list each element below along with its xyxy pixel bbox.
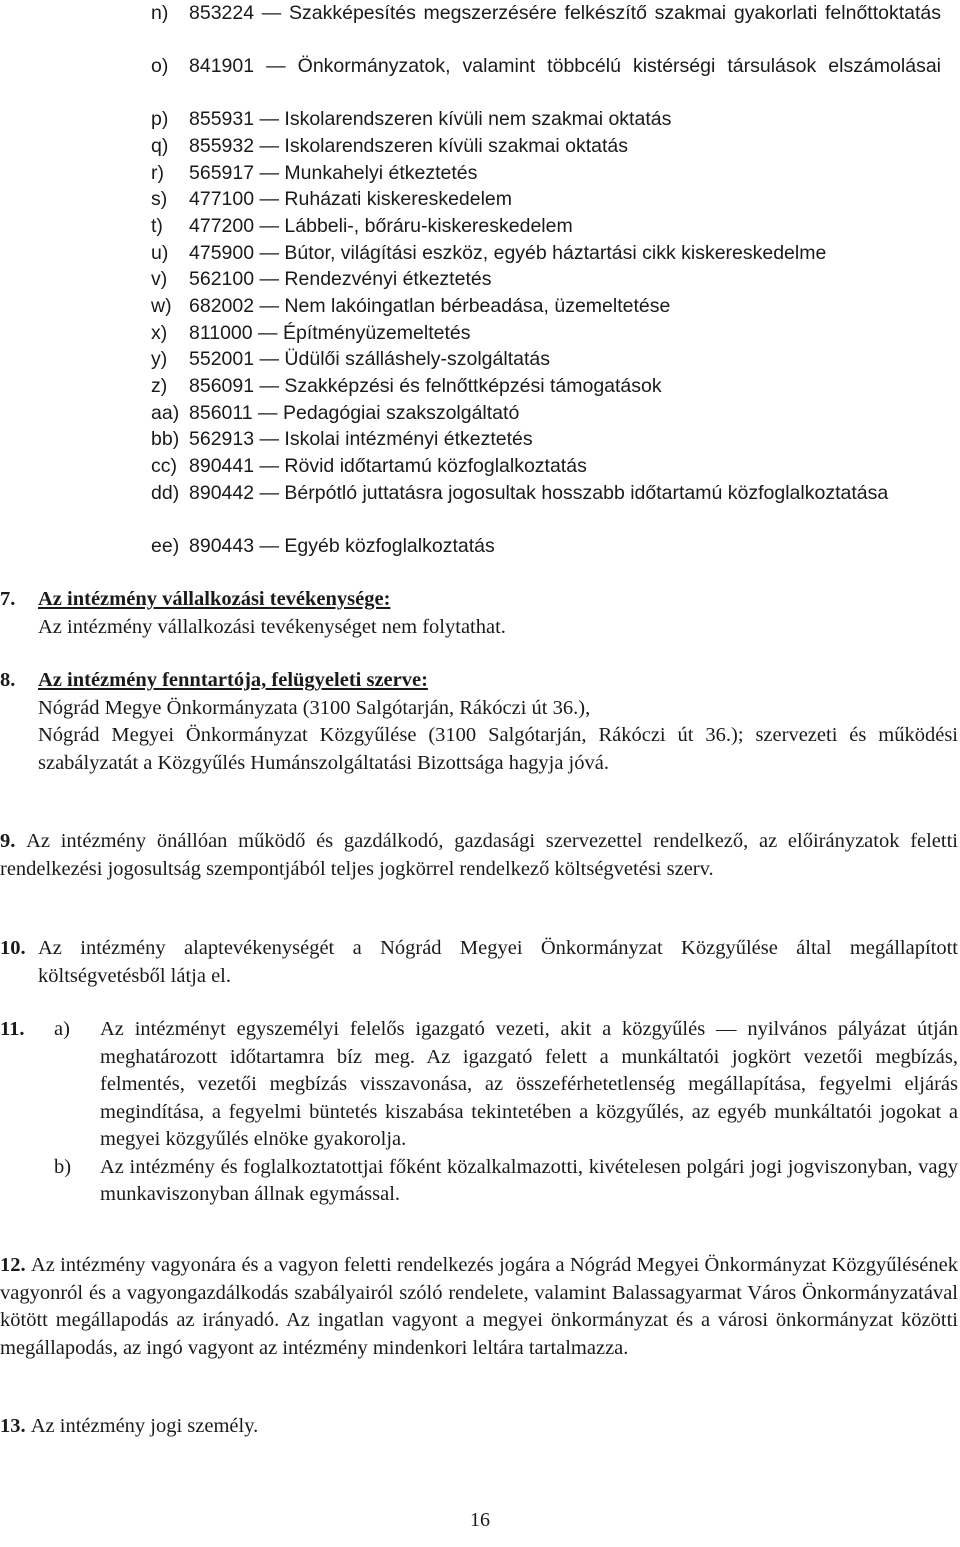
section-text: Nógrád Megye Önkormányzata (3100 Salgótarján, Rákóczi út 36.), — [38, 696, 591, 719]
section-number: 9. — [0, 830, 16, 852]
section-8 — [0, 667, 958, 777]
section-13 — [0, 1413, 958, 1441]
list-item: q) 855932 — Iskolarendszeren kívüli szakmai oktatás — [151, 135, 628, 157]
subsection-label: b) — [54, 1155, 72, 1178]
list-item: o) 841901 — Önkormányzatok, valamint többcélú kistérségi társulások elszámolásai — [151, 55, 941, 77]
list-item: t) 477200 — Lábbeli-, bőráru-kiskereskedelem — [151, 215, 573, 237]
list-item: cc) 890441 — Rövid időtartamú közfoglalkoztatás — [151, 455, 587, 477]
section-9 — [0, 828, 958, 883]
section-text: Nógrád Megyei Önkormányzat Közgyűlése (3100 Salgótarján, Rákóczi út 36.); szervezeti és működési szabályzatát a Közgyűlés Humánszolgáltatási Bizottsága hagyja jóvá. — [38, 724, 958, 774]
subsection-text: Az intézmény és foglalkoztatottjai főként közalkalmazotti, kivételesen polgári jogi jogviszonyban, vagy munkaviszonyban állnak egymással. — [100, 1155, 958, 1205]
section-number: 7. — [0, 588, 16, 610]
section-10 — [0, 935, 958, 990]
subsection-a — [54, 1016, 958, 1154]
list-item: dd) 890442 — Bérpótló juttatásra jogosultak hosszabb időtartamú közfoglalkoztatása — [151, 482, 889, 504]
section-number: 12. — [0, 1254, 26, 1276]
list-item: u) 475900 — Bútor, világítási eszköz, egyéb háztartási cikk kiskereskedelme — [151, 242, 827, 264]
section-text: 12. Az intézmény vagyonára és a vagyon feletti rendelkezés jogára a Nógrád Megyei Önkormányzat Közgyűlésének vagyonról és a vagyongazdálkodás szabályairól szóló rendelete, valamint Balassagyarmat Város Önkormányzatával kötött megállapodás az irányadó. Az ingatlan vagyont a megyei önkormányzat és a városi önkormányzat közötti megállapodás, az ingó vagyont az intézmény mindenkori leltára tartalmazza. — [0, 1254, 958, 1359]
list-item: r) 565917 — Munkahelyi étkeztetés — [151, 162, 478, 184]
subsection-b — [54, 1154, 958, 1209]
section-text: Az intézmény alaptevékenységét a Nógrád Megyei Önkormányzat Közgyűlése által megállapított költségvetésből látja el. — [38, 937, 958, 987]
section-text: 9. Az intézmény önállóan működő és gazdálkodó, gazdasági szervezettel rendelkező, az előirányzatok feletti rendelkezési jogosultság szempontjából teljes jogkörrel rendelkező költségvetési szerv. — [0, 830, 958, 880]
subsection-text: Az intézményt egyszemélyi felelős igazgató vezeti, akit a közgyűlés — nyilvános pályázat útján meghatározott időtartamra bíz meg. Az igazgató felett a munkáltatói jogkört vezetői megbízás, felmentés, vezetői megbízás visszavonása, az összeférhetetlenség megállapítása, fegyelmi eljárás megindítása, a fegyelmi büntetés kiszabása tekintetében a közgyűlés, az egyéb munkáltatói jogokat a megyei közgyűlés elnöke gyakorolja. — [100, 1018, 958, 1150]
list-item: bb) 562913 — Iskolai intézményi étkeztetés — [151, 428, 533, 450]
list-item: w) 682002 — Nem lakóingatlan bérbeadása, üzemeltetése — [151, 295, 671, 317]
list-item: aa) 856011 — Pedagógiai szakszolgáltató — [151, 402, 520, 424]
page-number: 16 — [470, 1509, 490, 1531]
list-item: z) 856091 — Szakképzési és felnőttképzési támogatások — [151, 375, 662, 397]
list-item: y) 552001 — Üdülői szálláshely-szolgáltatás — [151, 348, 550, 370]
section-11 — [0, 1016, 958, 1209]
list-item: x) 811000 — Építményüzemeltetés — [151, 322, 471, 344]
subsection-label: a) — [54, 1018, 70, 1040]
section-number: 13. — [0, 1415, 26, 1437]
list-item: ee) 890443 — Egyéb közfoglalkoztatás — [151, 535, 495, 557]
section-heading: Az intézmény vállalkozási tevékenysége: — [38, 588, 391, 610]
list-item: s) 477100 — Ruházati kiskereskedelem — [151, 188, 513, 210]
section-text: Az intézmény vállalkozási tevékenységet nem folytathat. — [38, 615, 506, 638]
section-number: 10. — [0, 937, 26, 959]
section-number: 11. — [0, 1018, 25, 1040]
list-item: p) 855931 — Iskolarendszeren kívüli nem szakmai oktatás — [151, 108, 672, 130]
section-number: 8. — [0, 669, 16, 691]
section-heading: Az intézmény fenntartója, felügyeleti szerve: — [38, 669, 428, 691]
section-text: 13. Az intézmény jogi személy. — [0, 1415, 259, 1437]
list-item: v) 562100 — Rendezvényi étkeztetés — [151, 268, 492, 290]
section-12 — [0, 1252, 958, 1362]
list-item: n) 853224 — Szakképesítés megszerzésére felkészítő szakmai gyakorlati felnőttoktatás — [151, 2, 942, 24]
section-7 — [0, 586, 958, 641]
